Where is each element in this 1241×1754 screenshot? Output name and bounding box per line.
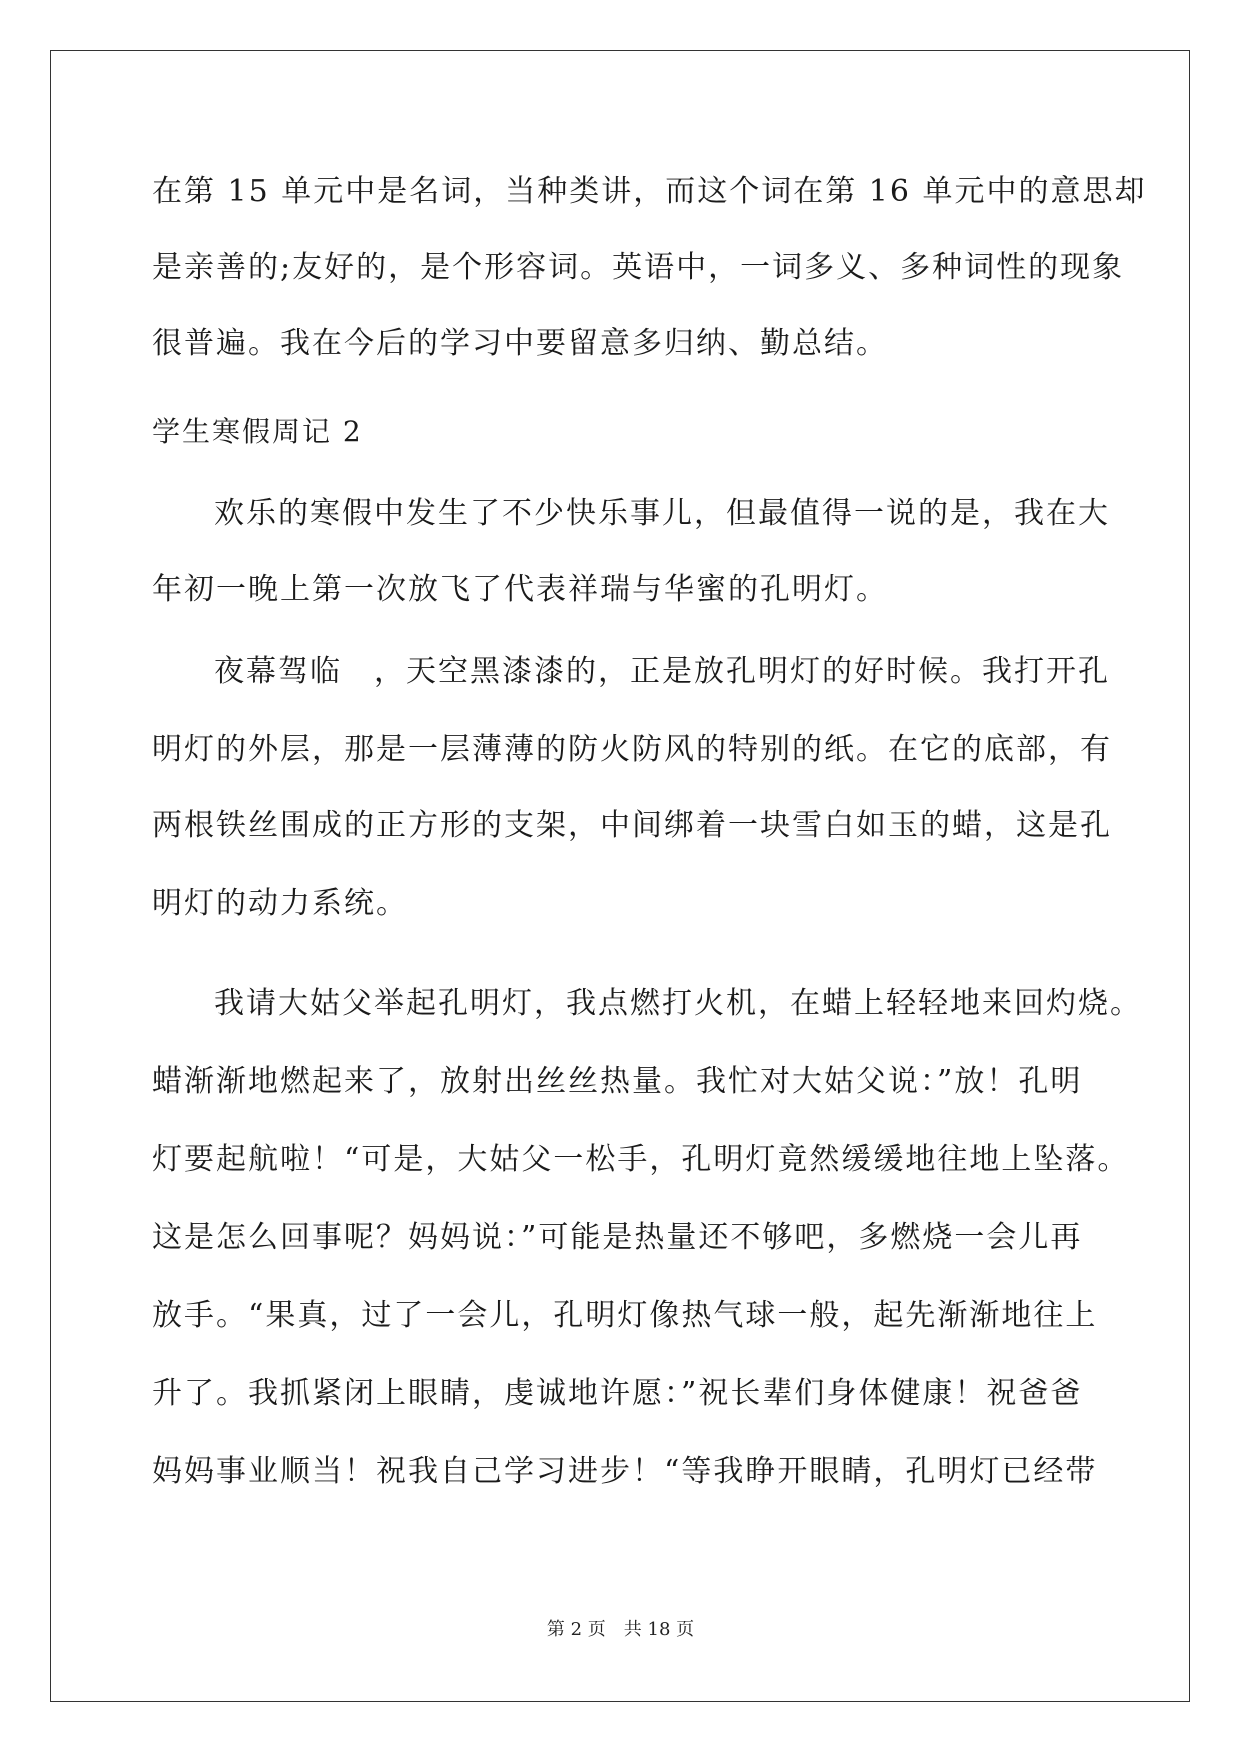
page-footer: 第 2 页 共 18 页 — [546, 1619, 695, 1640]
text-line: 很普遍。我在今后的学习中要留意多归纳、勤总结。 — [152, 326, 888, 361]
section-heading: 学生寒假周记 2 — [152, 415, 363, 448]
text-line: 在第 15 单元中是名词，当种类讲，而这个词在第 16 单元中的意思却 — [152, 174, 1147, 209]
text-line: 欢乐的寒假中发生了不少快乐事儿，但最值得一说的是，我在大 — [214, 496, 1110, 531]
text-line: 明灯的动力系统。 — [152, 886, 408, 921]
text-line: 是亲善的;友好的，是个形容词。英语中，一词多义、多种词性的现象 — [152, 250, 1125, 285]
text-line: 年初一晚上第一次放飞了代表祥瑞与华蜜的孔明灯。 — [152, 572, 888, 607]
text-line: 灯要起航啦！“可是，大姑父一松手，孔明灯竟然缓缓地往地上坠落。 — [152, 1142, 1130, 1177]
text-line: 妈妈事业顺当！祝我自己学习进步！“等我睁开眼睛，孔明灯已经带 — [152, 1454, 1098, 1489]
text-line: 夜幕驾临 ，天空黑漆漆的，正是放孔明灯的好时候。我打开孔 — [214, 654, 1110, 689]
text-line: 明灯的外层，那是一层薄薄的防火防风的特别的纸。在它的底部，有 — [152, 732, 1112, 767]
text-line: 我请大姑父举起孔明灯，我点燃打火机，在蜡上轻轻地来回灼烧。 — [214, 986, 1142, 1021]
text-line: 升了。我抓紧闭上眼睛，虔诚地许愿：”祝长辈们身体健康！祝爸爸 — [152, 1376, 1083, 1411]
text-line: 这是怎么回事呢？妈妈说：”可能是热量还不够吧，多燃烧一会儿再 — [152, 1220, 1083, 1255]
text-line: 放手。“果真，过了一会儿，孔明灯像热气球一般，起先渐渐地往上 — [152, 1298, 1098, 1333]
text-line: 两根铁丝围成的正方形的支架，中间绑着一块雪白如玉的蜡，这是孔 — [152, 808, 1112, 843]
text-line: 蜡渐渐地燃起来了，放射出丝丝热量。我忙对大姑父说：”放！孔明 — [152, 1064, 1083, 1099]
